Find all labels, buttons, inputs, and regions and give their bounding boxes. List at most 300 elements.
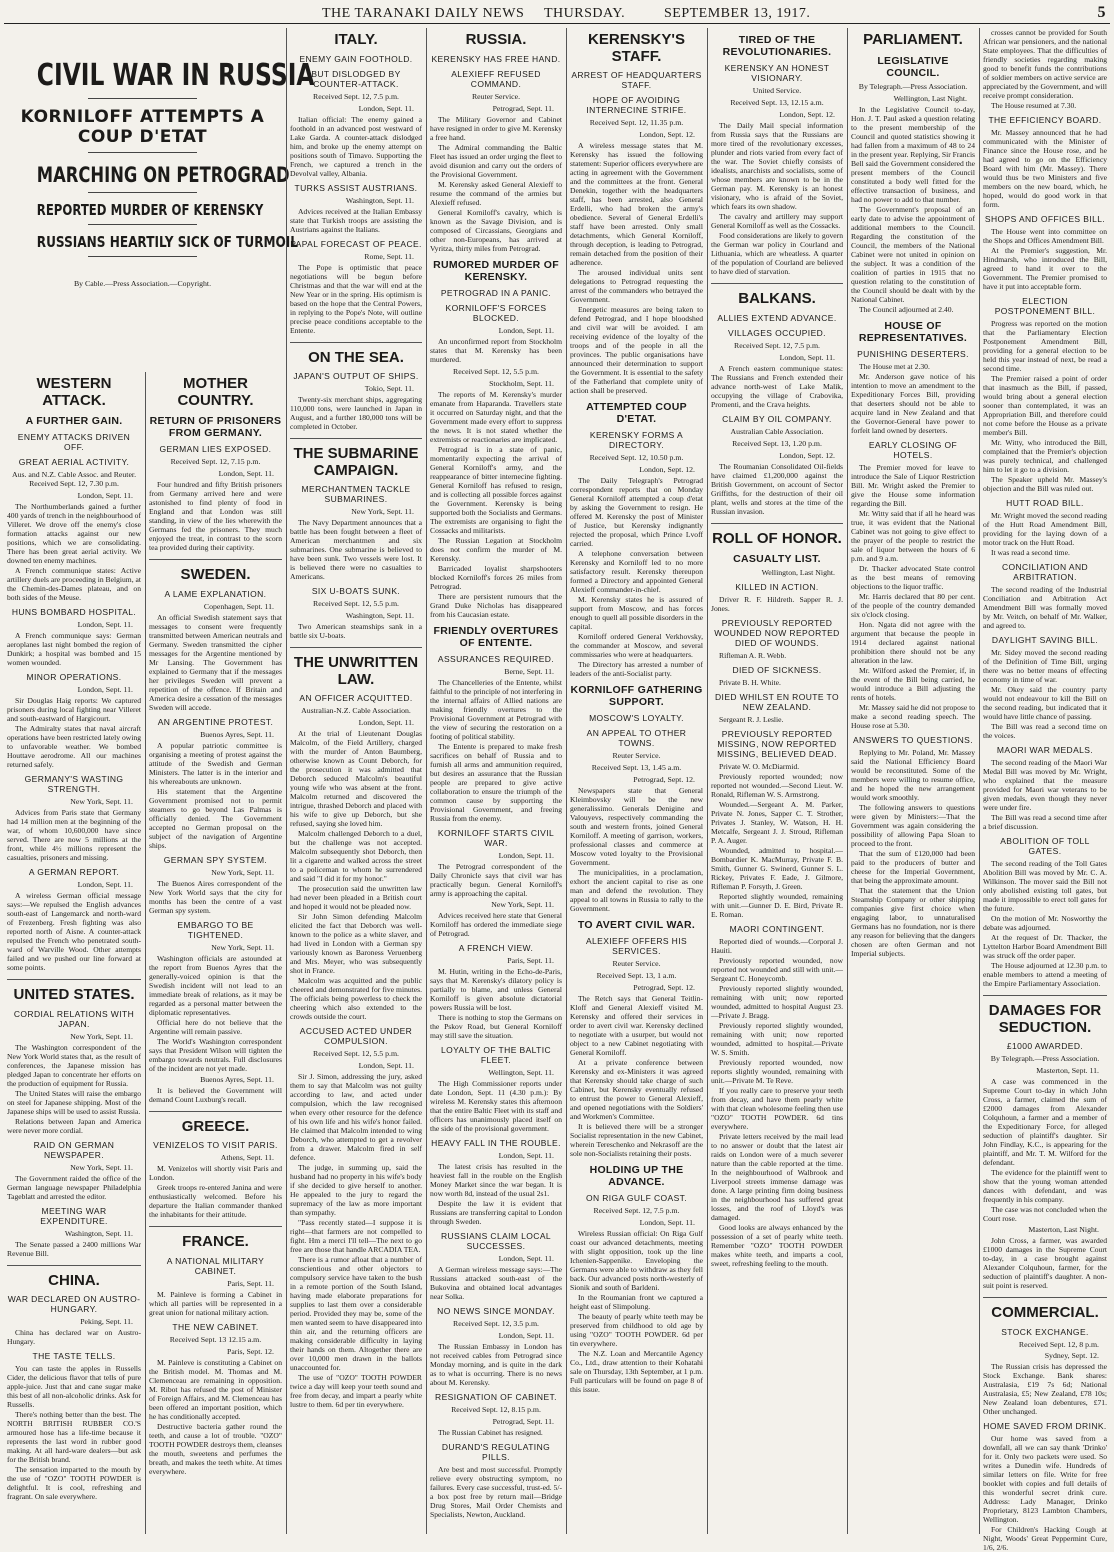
dateline: London, Sept. 11. — [358, 718, 414, 727]
minor-heading: BUT DISLODGED BY COUNTER-ATTACK. — [311, 68, 401, 89]
minor-heading: VILLAGES OCCUPIED. — [728, 327, 826, 338]
paragraph: The second reading of the Industrial Conciliation and Arbitration Act Amendment Bill was formally moved by Mr. Veitch, on behalf of Mr. Walker, and agreed to. — [983, 585, 1107, 630]
subheading: KORNILOFF GATHERING SUPPORT. — [570, 684, 703, 709]
minor-heading: SHOPS AND OFFICES BILL. — [984, 214, 1106, 224]
paragraph: An unconfirmed report from Stockholm states that M. Kerensky has been murdered. — [430, 336, 562, 364]
minor-heading: GERMAN LIES EXPOSED. — [159, 444, 272, 455]
section-heading: UNITED STATES. — [13, 986, 135, 1004]
paragraph: The House adjourned at 12.30 p.m. to enable members to attend a meeting of the Empire Parliamentary Association. — [983, 961, 1107, 988]
paragraph: The evidence for the plaintiff went to show that the young woman attended dances with defendant, and was frequently in his company. — [983, 1168, 1107, 1204]
dateline: New York, Sept. 11. — [70, 797, 133, 807]
paragraph: Dr. Thacker advocated State control as the best means of removing objections to the liquor traffic. — [851, 563, 975, 591]
dateline: New York, Sept. 11. — [211, 942, 274, 952]
minor-heading: THE NEW CABINET. — [172, 1321, 259, 1332]
paragraph: His statement that the Argentine Government promised not to permit steamers to go beyond Las Palmas is officially denied. The Government accepted no German proposal on the subject of the navigation of Argentine ships. — [149, 786, 282, 850]
paragraph: The Admiralty states that naval aircraft operations have been restricted lately owing to unfavorable weather. We bombed Houttave aerodrome. All our machines returned safely. — [7, 724, 141, 770]
column-parliament — [848, 28, 978, 1534]
paragraph: A popular patriotic committee is organising a meeting of protest against the attitude of the Swedish and German Ministers. The latter is in the interior and his whereabouts are unknown. — [149, 740, 282, 786]
paragraph: Advices received at the Italian Embassy state that Turkish troops are assisting the Austrians against the Italians. — [290, 206, 422, 234]
minor-heading: KORNILOFF STARTS CIVIL WAR. — [437, 827, 555, 848]
paragraph: The Premier raised a point of order that inasmuch as the Bill, if passed, would bring about a general election sooner than contemplated, it was an Appropriation Bill, and therefore could not come before the House as a private member's Bill. — [983, 374, 1107, 437]
paragraph: It is believed the Government will demand Count Luxburg's recall. — [149, 1085, 282, 1104]
paragraph: It was read a second time. — [991, 548, 1070, 557]
paragraph: An official Swedish statement says that messages to consent were frequently transmitted between American neutrals and Germany. Sweden transmitted the cipher messages for the Argentine mentioned by Mr Lansing. The Government has explained to Germany that if the messages her privileges Sweden will prevent a repetition of the offence. If Britain and America desire a cessation of the messages Sweden will accede. — [149, 612, 282, 712]
minor-heading: KERENSKY HAS FREE HAND. — [431, 53, 561, 64]
paragraph: China has declared war on Austro-Hungary. — [7, 1328, 141, 1347]
minor-heading: PREVIOUSLY REPORTED WOUNDED NOW REPORTED DIED OF WOUNDS. — [714, 618, 840, 649]
paragraph: Wounded.—Sergeant A. M. Parker, Private N. Jones, Sapper C. T. Strother, Privates J. Stanley, W. Watson, H. H. Metcalfe, Sergeant J. J. Stroud, Rifleman P. A. Auger. — [711, 800, 843, 846]
paragraph: Progress was reported on the motion that the Parliamentary Election Postponement Amendment Bill, providing for a general election to be held this year instead of next, be read a second time. — [983, 319, 1107, 373]
dateline: Wellington, Last Night. — [761, 568, 835, 578]
received-line: Received Sept. 13, 1.45 a.m. — [591, 763, 682, 773]
paragraph: Rifleman A. R. Webb. — [719, 651, 787, 661]
paragraph: Driver R. F. Hildreth. Sapper R. J. Jones. — [711, 595, 843, 614]
dateline: Masterton, Sept. 11. — [1036, 1066, 1099, 1075]
dateline: Petrograd, Sept. 12. — [633, 983, 695, 993]
section-rule — [983, 1297, 1107, 1298]
minor-heading: NO NEWS SINCE MONDAY. — [437, 1305, 555, 1316]
received-line: Reuter Service. — [471, 91, 521, 101]
subheading: RUMORED MURDER OF KERENSKY. — [433, 258, 559, 283]
section-rule — [290, 342, 422, 343]
dateline: London, Sept. 11. — [77, 491, 133, 501]
section-heading: RUSSIA. — [465, 31, 527, 48]
paragraph: Previously reported slightly wounded, remaining with unit; now reported wounded, admitted to hospital.—Private W. S. Smith. — [711, 1021, 843, 1058]
paragraph: The Entente is prepared to make fresh sacrifices on behalf of Russia and to furnish all arms and ammunition required, but desires an assurance that the Russian people are prepared to give active collaboration to ensure the triumph of the common cause by supporting the Provisional Government, and freeing Russia from the enemy. — [430, 741, 562, 823]
section-rule — [290, 647, 422, 648]
paragraph: M. Hutin, writing in the Echo-de-Paris, says that M. Kerensky's dilatory policy is partially to blame, and unless General Korniloff is given absolute dictatorial powers Russia will be lost. — [430, 966, 562, 1012]
paragraph: The Navy Department announces that a battle has been fought between a fleet of American merchantmen and six submarines. One submarine is believed to have been sunk. Two vessels were lost. It is believed there were no casualties to Americans. — [290, 518, 422, 581]
minor-heading: ARREST OF HEADQUARTERS STAFF. — [571, 70, 702, 90]
dateline: New York, Sept. 11. — [211, 867, 274, 877]
paragraph: Mr. Witty, who introduced the Bill, complained that the Premier's objection was purely technical, and challenged him to let it go to a division. — [983, 438, 1107, 474]
paragraph: Mr. Wilford asked the Premier, if, in the event of the Bill being carried, he would introduce a Bill adjusting the rents of hotels. — [851, 665, 975, 702]
paragraph: The following answers to questions were given by Ministers:—That the Government was again considering the possibility of allowing Papa Sloan to proceed to the front. — [851, 802, 975, 848]
minor-heading: WAR DECLARED ON AUSTRO-HUNGARY. — [7, 1294, 141, 1315]
dateline: Masterton, Last Night. — [1028, 1225, 1099, 1234]
minor-heading: ASSURANCES REQUIRED. — [437, 653, 555, 664]
subheading: RETURN OF PRISONERS FROM GERMANY. — [149, 415, 282, 440]
dateline: Wellington, Last Night. — [893, 93, 967, 103]
page-number: 5 — [1097, 4, 1106, 21]
paragraph: The Russian Cabinet has resigned. — [438, 1427, 543, 1437]
minor-heading: STOCK EXCHANGE. — [1001, 1326, 1089, 1337]
paragraph: The Pope is optimistic that peace negotiations will be begun before Christmas and that the war will end at the New Year or in the spring. His optimism is based on the hope that the Central Powers, in replying to the Pope's Note, will outline precise peace conditions acceptable to the Entente. — [290, 262, 422, 335]
paragraph: A telephone conversation between Kerensky and Korniloff led to no more satisfactory result. Kerensky thereupon formed a Directory and appointed General Alexieff commander-in-chief. — [570, 549, 703, 595]
paragraph: That the sum of £120,000 had been paid to the producers of butter and cheese for the Imperial Government, that being the approximate amount. — [851, 848, 975, 885]
minor-heading: EMBARGO TO BE TIGHTENED. — [177, 919, 254, 940]
received-line: Received Sept. 12, 10.50 p.m. — [589, 453, 684, 463]
paragraph: Advices received here state that General Korniloff has ordered the immediate siege of Petrograd. — [430, 910, 562, 938]
paragraph: Sir J. Simon, addressing the jury, asked them to say that Malcolm was not guilty according to law, and acted under compulsion, which the law recognised when every other resource for the defence of his own life and his wife's honor failed. He claimed that Malcolm intended to wing Deborch, who attempted to get a revolver from a drawer. Malcolm fired in self defence. — [290, 1072, 422, 1162]
paragraph: The Bill was read a second time after a brief discussion. — [983, 813, 1107, 831]
received-line: Received Sept. 12, 7.5 p.m. — [313, 91, 399, 101]
dateline: Washington, Sept. 11. — [345, 195, 414, 205]
minor-heading: RESIGNATION OF CABINET. — [435, 1391, 557, 1402]
paragraph: The municipalities, in a proclamation, exhort the ancient capital to rise as one man and defend the revolution. They appeal to all towns in Russia to rally to the Government. — [570, 868, 703, 914]
minor-heading: CORDIAL RELATIONS WITH JAPAN. — [13, 1008, 135, 1029]
received-line: Received Sept. 13 12.15 a.m. — [169, 1334, 262, 1344]
paragraph: The second reading of the Toll Gates Abolition Bill was moved by Mr. C. A. Wilkinson. The mover said the Bill not only abolished existing toll gates, but made it impossible to erect toll gates for the future. — [983, 859, 1107, 913]
section-rule — [7, 979, 141, 980]
paragraph: The Directory has arrested a number of leaders of the anti-Socialist party. — [570, 660, 703, 679]
received-line: Received Sept. 12, 5.5 p.m. — [313, 599, 399, 608]
paragraph: The House went into committee on the Shops and Offices Amendment Bill. — [983, 227, 1107, 245]
subheading: CASUALTY LIST. — [733, 553, 821, 566]
minor-heading: ACCUSED ACTED UNDER COMPULSION. — [299, 1026, 413, 1046]
dateline: London, Sept. 11. — [77, 685, 133, 695]
section-heading: ITALY. — [334, 31, 378, 48]
received-line: Reuter Service. — [612, 959, 661, 969]
paragraph: The second reading of the Maori War Medal Bill was moved by Mr. Wright, who explained that the measure provided for Maori war veterans to be given medals, even though they never were under fire. — [983, 758, 1107, 812]
minor-heading: HOME SAVED FROM DRINK. — [983, 1420, 1107, 1431]
paragraph: The Roumanian Consolidated Oil-fields have claimed £1,200,000 against the British Government, on account of Sector Griffiths, for the destruction of their oil plant, wells and stores at the time of the Russian invasion. — [711, 461, 843, 516]
masthead — [4, 4, 1110, 24]
paragraph: Destructive bacteria gather round the teeth, and cause a lot of trouble. "OZO" TOOTH POWDER destroys them, cleanses the mouth, sweetens and perfumes the breath, and makes the teeth white. At times everywhere. — [149, 1421, 282, 1476]
subheading: HOLDING UP THE ADVANCE. — [589, 1164, 684, 1189]
minor-heading: GERMAN SPY SYSTEM. — [163, 854, 268, 865]
minor-heading: LOYALTY OF THE BALTIC FLEET. — [440, 1044, 552, 1065]
paragraph: The Chancelleries of the Entente, whilst faithful to the principle of not interfering in the internal affairs of Allied nations are making friendly overtures to the Provisional Government at Petrograd with the view of securing the restoration on a footing of political stability. — [430, 677, 562, 741]
minor-heading: TURKS ASSIST AUSTRIANS. — [294, 182, 418, 193]
dateline: New York, Sept. 11. — [70, 1162, 133, 1172]
received-line: Australian-N.Z. Cable Association. — [301, 706, 411, 715]
subheading: ATTEMPTED COUP D'ETAT. — [586, 401, 687, 426]
paragraph: A case was commenced in the Supreme Court to-day in which John Cross, a farmer, claimed the sum of £2000 damages from Alexander Colquhoun, a farmer and a member of the Expeditionary Force, for alleged seduction of plaintiff's daughter. Sir John Findlay, K.C., is appearing for the plaintiff, and Mr. T. M. Wilford for the defendant. — [983, 1077, 1107, 1167]
minor-heading: A LAME EXPLANATION. — [164, 588, 267, 599]
minor-heading: A NATIONAL MILITARY CABINET. — [166, 1255, 265, 1276]
dateline: Washington, Sept. 11. — [345, 611, 414, 620]
minor-heading: £1000 AWARDED. — [1006, 1041, 1084, 1051]
paragraph: A German wireless message says:—The Russians attacked south-east of the Bukovina and obtained local advantages near Solka. — [430, 1264, 562, 1301]
column-kerensky-staff — [567, 28, 706, 1534]
headline-sick-of-turmoil: RUSSIANS HEARTILY SICK OF TURMOIL — [36, 233, 299, 251]
paragraph: Mr. Massey said he did not propose to make a second reading speech. The House rose at 5.30. — [851, 702, 976, 730]
subheading: TO AVERT CIVIL WAR. — [577, 919, 696, 932]
paragraph: A wireless German official message says:—We repulsed the English advances south-east of Langemarck and north-ward of Frezenberg. Fresh fighting was also reported north of Aisne. A counter-attack repulsed the French who penetrated south-ward of Warville Wood. Other attempts failed and we pushed our line forward at some points. — [7, 891, 141, 973]
paragraph: The House resumed at 7.30. — [991, 101, 1077, 110]
minor-heading: HEAVY FALL IN THE ROUBLE. — [431, 1137, 561, 1148]
minor-heading: CONCILIATION AND ARBITRATION. — [1001, 562, 1089, 582]
dateline: Athens, Sept. 11. — [220, 1153, 274, 1163]
column-western-attack — [4, 372, 144, 1534]
paragraph: Sir Douglas Haig reports: We captured prisoners during local fighting near Villeret and south-eastward of Hargicourt. — [7, 696, 141, 724]
minor-heading: ABOLITION OF TOLL GATES. — [1000, 836, 1090, 856]
section-rule — [7, 1265, 141, 1266]
dateline: Received Sept. 12, 8 p.m. — [1018, 1339, 1099, 1349]
dateline: London, Sept. 11. — [218, 469, 274, 479]
paragraph: That the statement that the Union Steamship Company or other shipping companies give first choice when engaging labor, to unnaturalised Germans has no foundation, nor is there any reason for believing that the dangers chosen are often German and not Imperial subjects. — [851, 885, 975, 958]
minor-heading: KERENSKY AN HONEST VISIONARY. — [724, 63, 830, 84]
received-line: Received Sept. 12, 7.5 p.m. — [593, 1206, 680, 1216]
received-line: By Telegraph.—Press Association. — [990, 1054, 1100, 1063]
minor-heading: MAORI WAR MEDALS. — [996, 745, 1094, 755]
paragraph: Malcolm challenged Deborch to a duel, but the challenge was not accepted. Malcolm subsequently shot Deborch, then lit a cigarette and walked across the street to a policeman to whom he surrendered and said "I did it for my honor." — [290, 829, 422, 883]
dateline: London, Sept. 12. — [779, 110, 835, 120]
minor-heading: AN APPEAL TO OTHER TOWNS. — [586, 728, 687, 749]
dateline: London, Sept. 11. — [498, 850, 554, 860]
paragraph: The sensation imparted to the mouth by the use of "OZO" TOOTH POWDER is delightful. It is cool, refreshing and fragrant. On sale everywhere. — [7, 1465, 141, 1502]
received-line: Received Sept. 13, 1 a.m. — [596, 971, 677, 981]
received-line: Received Sept. 12, 3.5 p.m. — [453, 1318, 539, 1328]
headline-korniloff: KORNILOFF ATTEMPTS A COUP D'ETAT — [20, 107, 265, 147]
section-rule — [711, 523, 843, 524]
minor-heading: THE EFFICIENCY BOARD. — [988, 115, 1102, 125]
headline-kerensky: REPORTED MURDER OF KERENSKY — [36, 201, 264, 219]
column-russia — [427, 28, 565, 1534]
dateline: Buenos Ayres, Sept. 11. — [200, 1074, 274, 1084]
minor-heading: KERENSKY FORMS A DIRECTORY. — [589, 430, 684, 451]
paragraph: M. Kerensky asked General Alexieff to resume the command of the armies but Alexieff refused. — [430, 179, 562, 207]
paragraph: Previously reported wounded; now reported not wounded.—Second Lieut. W. Ronald, Rifleman W. S. Armstrong. — [711, 772, 843, 800]
minor-heading: KORNILOFF'S FORCES BLOCKED. — [445, 302, 547, 323]
minor-heading: ALLIES EXTEND ADVANCE. — [717, 312, 837, 323]
received-line: By Telegraph.—Press Association. — [858, 81, 968, 91]
section-rule — [290, 438, 422, 439]
received-line: Received Sept. 12, 7.5 p.m. — [734, 340, 820, 350]
minor-heading: RAID ON GERMAN NEWSPAPER. — [33, 1139, 115, 1160]
paragraph: The aroused individual units sent delegations to Petrograd requesting the arrest of the commanders who betrayed the Government. — [570, 268, 703, 304]
paragraph: On the motion of Mr. Nosworthy the debate was adjourned. — [983, 914, 1107, 932]
paragraph: Mr. Harris declared that 80 per cent. of the people of the country demanded six o'clock closing. — [851, 591, 975, 619]
paragraph: Petrograd is in a state of panic, momentarily expecting the arrival of General Korniloff's army, and the reappearance of bitter internecine fighting. General Korniloff has refused to resign, and is collecting all possible forces against the Government. Kerensky is being supported both the Socialists and Germans. The extremists are organising to fight the Cossacks and militarists. — [430, 444, 562, 535]
dateline: London, Sept. 11. — [498, 1253, 554, 1263]
section-heading: CHINA. — [48, 1271, 100, 1289]
paragraph: There are persistent rumours that the Grand Duke Nicholas has disappeared from his Caucasian estate. — [430, 591, 562, 619]
paragraph: Sergeant R. J. Leslie. — [719, 715, 784, 725]
main-headline: CIVIL WAR IN RUSSIA — [36, 58, 315, 93]
minor-heading: HUNS BOMBARD HOSPITAL. — [11, 607, 137, 618]
paragraph: The Premier moved for leave to introduce the Sale of Liquor Restriction Bill. Mr. Wright asked the Premier to give the House some information regarding the Bill. — [851, 462, 975, 508]
paragraph: Wireless Russian official: On Riga Gulf coast our advanced detachments, meeting with slight opposition, took up the line Ichenien-Sappenike. Enveloping the Germans were able to withdraw as they fell back. Our advanced posts north-westerly of Sionik and south of Barldeni. — [570, 1229, 703, 1293]
paragraph: Reported slightly wounded, remaining with unit.—Gunner D. E. Bird, Private R. E. Roman. — [711, 892, 843, 920]
paragraph: The prosecution said the unwritten law had never been pleaded in a British court and hoped it would not be pleaded now. — [290, 884, 422, 911]
paragraph: Sir John Simon defending Malcolm elicited the fact that Deborch was well-known to the police as a white slaver, and had lived in London with a German spy variously known as Baroness Veruenberg and Mrs. Meyer, who was subsequently shot in France. — [290, 912, 422, 975]
paragraph: The Daily Mail special information from Russia says that the Russians are more tired of the revolutionary excesses, plunder and riots varied from every fact of the war. The Soviet chiefly consists of idealists, anarchists and socialists, some of whose members are known to be in the German pay. M. Kerensky is an honest visionary, who is afraid of the Soviet, which fears its own shadow. — [711, 121, 843, 212]
dateline: Peking, Sept. 11. — [80, 1317, 133, 1327]
dateline: Wellington, Sept. 11. — [488, 1067, 554, 1077]
section-heading: DAMAGES FOR SEDUCTION. — [988, 1002, 1102, 1036]
minor-heading: MERCHANTMEN TACKLE SUBMARINES. — [301, 484, 411, 504]
paragraph: Twenty-six merchant ships, aggregating 110,000 tons, were launched in Japan in August, and a further 180,000 tons will be completed in October. — [290, 395, 422, 431]
paragraph: Barricaded loyalist sharpshooters blocked Korniloff's forces 26 miles from Petrograd. — [430, 563, 562, 591]
dateline: London, Sept. 11. — [358, 1061, 414, 1070]
minor-heading: A GERMAN REPORT. — [28, 867, 120, 878]
paragraph: Previously reported slightly wounded, remaining with unit; now reported wounded, admitted to hospital August 23.—Private J. Bragg. — [711, 984, 843, 1021]
paragraph: Malcolm was acquitted and the public cheered and demonstrated for five minutes. The officials being powerless to check the cheering which also extended to the crowds outside the court. — [290, 976, 422, 1021]
minor-heading: A FRENCH VIEW. — [458, 942, 534, 953]
section-rule — [149, 1226, 282, 1227]
dateline: Copenhagen, Sept. 11. — [203, 601, 274, 611]
section-heading: SWEDEN. — [180, 566, 251, 584]
lead-story-headlines — [4, 28, 315, 388]
paragraph: The case was not concluded when the Court rose. — [983, 1205, 1107, 1223]
paragraph: The Russian Legation at Stockholm does not confirm the murder of M. Kerensky. — [430, 535, 562, 563]
section-heading: MOTHER COUNTRY. — [177, 375, 254, 409]
paragraph: Mr. Wright moved the second reading of the Hutt Road Amendment Bill, providing for the laying down of a motor track on the Hutt Road. — [983, 511, 1107, 547]
received-line: Aus. and N.Z. Cable Assoc. and Reuter. Received Sept. 12, 7.30 p.m. — [11, 470, 137, 489]
minor-heading: DIED OF SICKNESS. — [732, 665, 822, 676]
minor-heading: MOSCOW'S LOYALTY. — [589, 713, 684, 724]
minor-heading: DAYLIGHT SAVING BILL. — [991, 635, 1099, 645]
paragraph: The cavalry and artillery may support General Korniloff as well as the Cossacks. — [711, 212, 843, 231]
minor-heading: PUNISHING DESERTERS. — [857, 348, 969, 359]
paragraph: The Speaker upheld Mr. Massey's objection and the Bill was ruled out. — [983, 475, 1107, 493]
paragraph: A French communique states: Active artillery duels are proceeding in Belgium, at the Chemin-des-Dames plateau, and on both sides of the Meuse. — [7, 566, 141, 603]
paragraph: M. Painleve is constituting a Cabinet on the British model. M. Thomas and M. Clemenceau are remaining in opposition. M. Ribot has refused the post of Minister of Foreign Affairs, and M. Clemenceau has been offered an important position, which he has conditionally accepted. — [149, 1357, 282, 1421]
dateline: London, Sept. 11. — [77, 880, 133, 890]
paragraph: Private W. O. McDiarmid. — [719, 762, 800, 772]
section-heading: WESTERN ATTACK. — [36, 375, 112, 409]
paragraph: Korniloff ordered General Verkhovsky, the commander at Moscow, and several commissaries who were at headquarters. — [570, 632, 703, 660]
paragraph: There is nothing to stop the Germans on the Pskov Road, but General Korniloff may still save the situation. — [430, 1012, 562, 1040]
dateline: Paris, Sept. 11. — [227, 1278, 274, 1288]
paragraph: The House met at 2.30. — [859, 361, 930, 371]
dateline: Tokio, Sept. 11. — [364, 384, 414, 393]
paragraph: Wounded, admitted to hospital.—Bombardier K. MacMurray, Private F. B. Smith, Gunner G. Swinerd, Gunner S. L. Rickey, Privates F. Eade, J. Gilmore, Rifleman P. Forsyth, J. Green. — [711, 846, 843, 892]
minor-heading: GREAT AERIAL ACTIVITY. — [18, 457, 130, 468]
dateline: London, Sept. 11. — [358, 103, 414, 113]
paragraph: Mr. Okey said the country party would not endeavour to kill the Bill on the second reading, but indicated that it would have little chance of passing. — [983, 685, 1107, 721]
dateline: Petrograd, Sept. 12. — [633, 775, 695, 785]
paragraph: Replying to Mr. Poland, Mr. Massey said the National Efficiency Board would be reconstituted. Some of the members were willing to resume office, and he hoped the new arrangement would work smoothly. — [851, 747, 975, 802]
paragraph: In the Roumanian front we captured a height east of Slimpolung. — [570, 1293, 703, 1312]
paragraph: It is believed there will be a stronger Socialist representation in the new Cabinet, wherein Tereschenko and Nekrasoff are the sole non-Socialists retaining their posts. — [570, 1122, 703, 1159]
minor-heading: AN OFFICER ACQUITTED. — [299, 693, 413, 703]
paragraph: M. Kerensky states he is assured of support from Moscow, and has forces enough to quell all possible disorders in the capital. — [570, 595, 703, 632]
paragraph: The Russian crisis has depressed the Stock Exchange. Bank shares: Australasia, £19 7s 6d; National Australasia, £5; New Zealand, £78 10s; New Zealand loan debentures, £71. Other unchanged. — [983, 1361, 1107, 1416]
paragraph: The latest crisis has resulted in the heaviest fall in the rouble on the English Money Market since the war began. It is now worth 8d, instead of the usual 2s1. — [430, 1161, 562, 1198]
minor-heading: DURAND'S REGULATING PILLS. — [441, 1441, 551, 1462]
minor-heading: JAPAN'S OUTPUT OF SHIPS. — [293, 371, 419, 381]
column-parliament-cont — [980, 28, 1110, 1552]
dateline: Petrograd, Sept. 11. — [492, 1416, 554, 1426]
paper-title: THE TARANAKI DAILY NEWS — [322, 6, 525, 21]
paragraph: For Children's Hacking Cough at Night, Woods' Great Peppermint Cure, 1/6, 2/6. — [983, 1524, 1107, 1552]
paragraph: The Council adjourned at 2.40. — [859, 304, 954, 314]
dateline: London, Sept. 11. — [77, 620, 133, 630]
minor-heading: KILLED IN ACTION. — [735, 582, 819, 593]
paragraph: John Cross, a farmer, was awarded £1000 damages in the Supreme Court to-day, in a case brought against Alexander Colquhoun, farmer, for the seduction of plaintiff's daughter. A non-suit point is reserved. — [983, 1236, 1107, 1290]
dateline: London, Sept. 12. — [639, 130, 695, 139]
paragraph: Newspapers state that General Kleimbovsky will be the new generalissimo. Generals Denigine and Valouyevs, respectively commanding the south and western fronts, joined General Korniloff. A meeting of garrison, workers, professional classes and commerce at Moscow voted loyalty to the Provisional Government. — [570, 786, 703, 868]
section-heading: PARLIAMENT. — [863, 31, 963, 48]
paragraph: Despite the law it is evident that Russians are transferring capital to London through Sweden. — [430, 1198, 562, 1226]
dateline: New York, Sept. 11. — [70, 1031, 133, 1041]
received-line: Received Sept. 12, 11.35 p.m. — [589, 118, 684, 127]
paragraph: Previously reported wounded, now reports slightly wounded, remaining with unit.—Private M. Te Reve. — [711, 1058, 843, 1086]
issue-date: SEPTEMBER 13, 1917. — [664, 6, 811, 21]
dateline: London, Sept. 11. — [498, 1330, 554, 1340]
received-line: Australian Cable Association. — [730, 426, 824, 436]
paragraph: The Buenos Aires correspondent of the New York World says that the city for months has been the centre of a vast German spy system. — [149, 878, 282, 915]
paragraph: Private letters received by the mail lead to no answer or doubt that the latest air raids on London were of a much severer nature than the cable reported at the time. In the neighbourhood of Walbrook and Liverpool streets immense damage was done. A large printing firm doing business in the neighbourhood has suffered great losses, and the roof of Lloyd's was damaged. — [711, 1132, 843, 1223]
received-line: Received Sept. 12, 5.5 p.m. — [313, 1049, 399, 1058]
minor-heading: ENEMY GAIN FOOTHOLD. — [299, 53, 413, 64]
subheading: LEGISLATIVE COUNCIL. — [877, 54, 949, 79]
dateline: Rome, Sept. 11. — [364, 251, 414, 261]
paragraph: At a private conference between Kerensky and ex-Ministers it was agreed that Kerensky should take charge of such Cabinet, but Kerensky eventually refused to entrust the power to General Alexieff, and opened negotiations with the Soldiers' and Workmen's Committee. — [570, 1058, 703, 1122]
column-italy — [287, 28, 425, 1534]
dateline: Buenos Ayres, Sept. 11. — [200, 729, 274, 739]
section-heading: ROLL OF HONOR. — [712, 529, 842, 547]
paragraph: Good looks are always enhanced by the possession of a set of pearly white teeth. Remember "OZO" TOOTH POWDER makes white teeth, and imparts a cool, sweet, refreshing feeling to the mouth. — [711, 1223, 843, 1269]
dateline: Petrograd, Sept. 11. — [492, 103, 554, 113]
paragraph: At the Premier's suggestion, Mr. Hindmarsh, who introduced the Bill, agreed to hand it over to the Government. The Premier promised to have it put into acceptable form. — [983, 246, 1107, 291]
received-line: Received Sept. 12, 7.15 p.m. — [170, 457, 261, 467]
issue-day: THURSDAY. — [544, 6, 626, 21]
paragraph: The Senate passed a 2400 millions War Revenue Bill. — [7, 1239, 141, 1258]
minor-heading: HOPE OF AVOIDING INTERNECINE STRIFE. — [586, 95, 687, 115]
minor-heading: PREVIOUSLY REPORTED MISSING, NOW REPORTED MISSING, BELIEVED DEAD. — [717, 729, 837, 760]
dateline: New York, Sept. 11. — [491, 899, 554, 909]
dateline: Washington, Sept. 11. — [64, 1228, 133, 1238]
section-heading: FRANCE. — [182, 1233, 249, 1251]
paragraph: The Military Governor and Cabinet have resigned in order to give M. Kerensky a free hand. — [430, 114, 563, 142]
paragraph: M. Painleve is forming a Cabinet in which all parties will be represented in a great union for national military action. — [149, 1289, 282, 1317]
minor-heading: ON RIGA GULF COAST. — [585, 1193, 688, 1204]
dateline: Sydney, Sept. 12. — [1044, 1350, 1099, 1360]
paragraph: The Retch says that General Teitlin-Kloff and General Alexieff visited M. Kerensky and offered their services in order to avert civil war. Kerensky declined to negotiate with a usurper, but would not object to a new Cabinet negotiating with General Korniloff. — [570, 994, 703, 1058]
paragraph: The beauty of pearly white teeth may be preserved from childhood to old age by using "OZO" TOOTH POWDER. 6d per tin everywhere. — [570, 1312, 703, 1349]
minor-heading: ALEXIEFF REFUSED COMMAND. — [451, 68, 541, 89]
paragraph: There is a rumor afloat that a number of conscientious and other objectors to compulsory service have taken to the bush in a remote portion of the South Island, having made elaborate preparations for supplies to last them over a considerable period. Provided they may be, some of the men wanted seem to have disappeared into thin air, and the returning officers are making considerable difficulty in laying their hands on them. Altogether there are over 10,000 men drawn in the ballots unaccounted for. — [290, 1255, 422, 1372]
dateline: Berne, Sept. 11. — [504, 666, 554, 676]
paragraph: The United States will raise the embargo on steel for Japanese shipping. Most of the Japanese ships will be used to assist Russia. — [7, 1088, 141, 1116]
paragraph: Previously reported wounded, now reported not wounded and still with unit.—Sergeant C. Honeycomb. — [711, 956, 843, 984]
paragraph: Four hundred and fifty British prisoners from Germany arrived here and were astonished to find plenty of food in England and that London was still standing, in view of the lies wherewith the Germans fed the prisoners. They much enjoyed the treat, in contrast to the scorn tea provided during their captivity. — [149, 480, 282, 553]
section-heading: ON THE SEA. — [308, 348, 404, 366]
minor-heading: GERMANY'S WASTING STRENGTH. — [24, 774, 124, 795]
paragraph: A French communique says: German aeroplanes last night bombed the region of Dunkirk; a hospital was bombed and 15 women wounded. — [7, 631, 141, 668]
paragraph: You can taste the apples in Russells Cider, the delicious flavor that tells of pure apple-juice. Just that and cane sugar make this best of all non-alcoholic drinks. Ask for Russells. — [7, 1364, 141, 1410]
section-rule — [711, 283, 843, 284]
section-heading: COMMERCIAL. — [991, 1304, 1099, 1321]
paragraph: The Admiral commanding the Baltic Fleet has issued an order urging the fleet to avoid disunion and carry out the orders of the Provisional Government. — [430, 142, 562, 179]
paragraph: Mr. Sidey moved the second reading of the Definition of Time Bill, urging there was no better means of effecting economy in time of war. — [983, 648, 1107, 684]
paragraph: Reported died of wounds.—Corporal J. Hauiti. — [711, 937, 843, 956]
paragraph: If you really care to preserve your teeth from decay, and have them pearly white with that clean wholesome feeling then use "OZO" TOOTH POWDER. 6d tins everywhere. — [711, 1086, 843, 1132]
dateline: London, Sept. 12. — [779, 450, 835, 460]
paragraph: crosses cannot be provided for South African war pensioners, and the national State employees. That the difficulties of friendly societies regarding making good to benefit funds the contributions of soldier members on active service are appreciated by the Government, and will receive prompt consideration. — [983, 28, 1107, 100]
minor-heading: ELECTION POSTPONEMENT BILL. — [994, 296, 1096, 316]
paragraph: The Russian Embassy in London has not received cables from Petrograd since Monday morning, and is quite in the dark as to what is occurring. There is no news about M. Kerensky. — [430, 1341, 562, 1387]
received-line: Received Sept. 13, 1.20 p.m. — [732, 438, 822, 448]
dateline: London, Sept. 11. — [498, 1150, 554, 1160]
paragraph: Mr. Massey announced that he had communicated with the Minister of Finance since the House rose, and he had agreed to go on the Efficiency Board with him (Mr. Massey). There would thus be two Ministers and five members on the new board, which, he hoped, would do good work in that form. — [983, 128, 1107, 209]
minor-heading: MAORI CONTINGENT. — [729, 924, 825, 935]
paragraph: A French eastern communique states: The Russians and French extended their advance north-west of Lake Malik, occupying the village of Crabovika, Promenti, and the Crava heights. — [711, 363, 843, 409]
received-line: Received Sept. 13, 12.15 a.m. — [730, 98, 824, 108]
minor-heading: ENEMY ATTACKS DRIVEN OFF. — [17, 432, 131, 453]
section-heading: THE UNWRITTEN LAW. — [293, 654, 419, 688]
paragraph: Food considerations are likely to govern the German war policy in Courland and Lithuania, which are wheatless. A quarter of the population of Courland are believed to have died of starvation. — [711, 231, 843, 277]
minor-heading: RUSSIANS CLAIM LOCAL SUCCESSES. — [440, 1230, 552, 1251]
minor-heading: DIED WHILST EN ROUTE TO NEW ZEALAND. — [715, 692, 839, 713]
paragraph: The N.Z. Loan and Mercantile Agency Co., Ltd., draw attention to their Kohatahi sale on Thursday, 13th September, at 1 p.m. Full particulars will be found on page 8 of this issue. — [570, 1349, 703, 1395]
paragraph: Mr. Anderson gave notice of his intention to move an amendment to the Expeditionary Forces Bill, providing that deserters should not be able to acquire land in New Zealand and that the Governor-General have power to forfeit land owned by deserters. — [851, 371, 975, 435]
paragraph: Private B. H. White. — [719, 678, 781, 688]
minor-heading: PAPAL FORECAST OF PEACE. — [290, 238, 422, 249]
received-line: Received Sept. 12, 5.5 p.m. — [453, 366, 539, 376]
paragraph: The High Commissioner reports under date London, Sept. 11 (4.30 p.m.): By wireless M. Kerensky states this afternoon that the entire Baltic Fleet with its staff and officers has unanimously placed itself on the side of the provisional government. — [430, 1078, 562, 1133]
paragraph: Energetic measures are being taken to defend Petrograd, and I hope bloodshed and civil war will be avoided. I am receiving evidence of the loyalty of the troops and of the people in all the provinces. The public organisations have announced their determination to support the Government. It is essential to the safety of the Fatherland that complete unity of action shall be preserved. — [570, 305, 703, 395]
paragraph: The Government raided the office of the German language newspaper Philadelphia Tageblatt and arrested the editor. — [7, 1173, 141, 1201]
paragraph: The Washington correspondent of the New York World states that, as the result of conferences, the Japanese mission has pledged Japan to concentrate her efforts on the production of equipment for Russia. — [7, 1042, 141, 1088]
paragraph: The Daily Telegraph's Petrograd correspondent reports that on Monday General Korniloff attempted a coup d'etat by asking the Government to resign. He offered M. Kerensky the post of Minister of Justice, but Kerensky indignantly rejected the proposal, which Prince Lvoff carried. — [570, 476, 703, 549]
paragraph: The use of "OZO" TOOTH POWDER twice a day will keep your teeth sound and free from decay, and impart a pearly white lustre to them. 6d per tin everywhere. — [290, 1373, 422, 1409]
section-heading: KERENSKY'S STAFF. — [588, 31, 685, 65]
